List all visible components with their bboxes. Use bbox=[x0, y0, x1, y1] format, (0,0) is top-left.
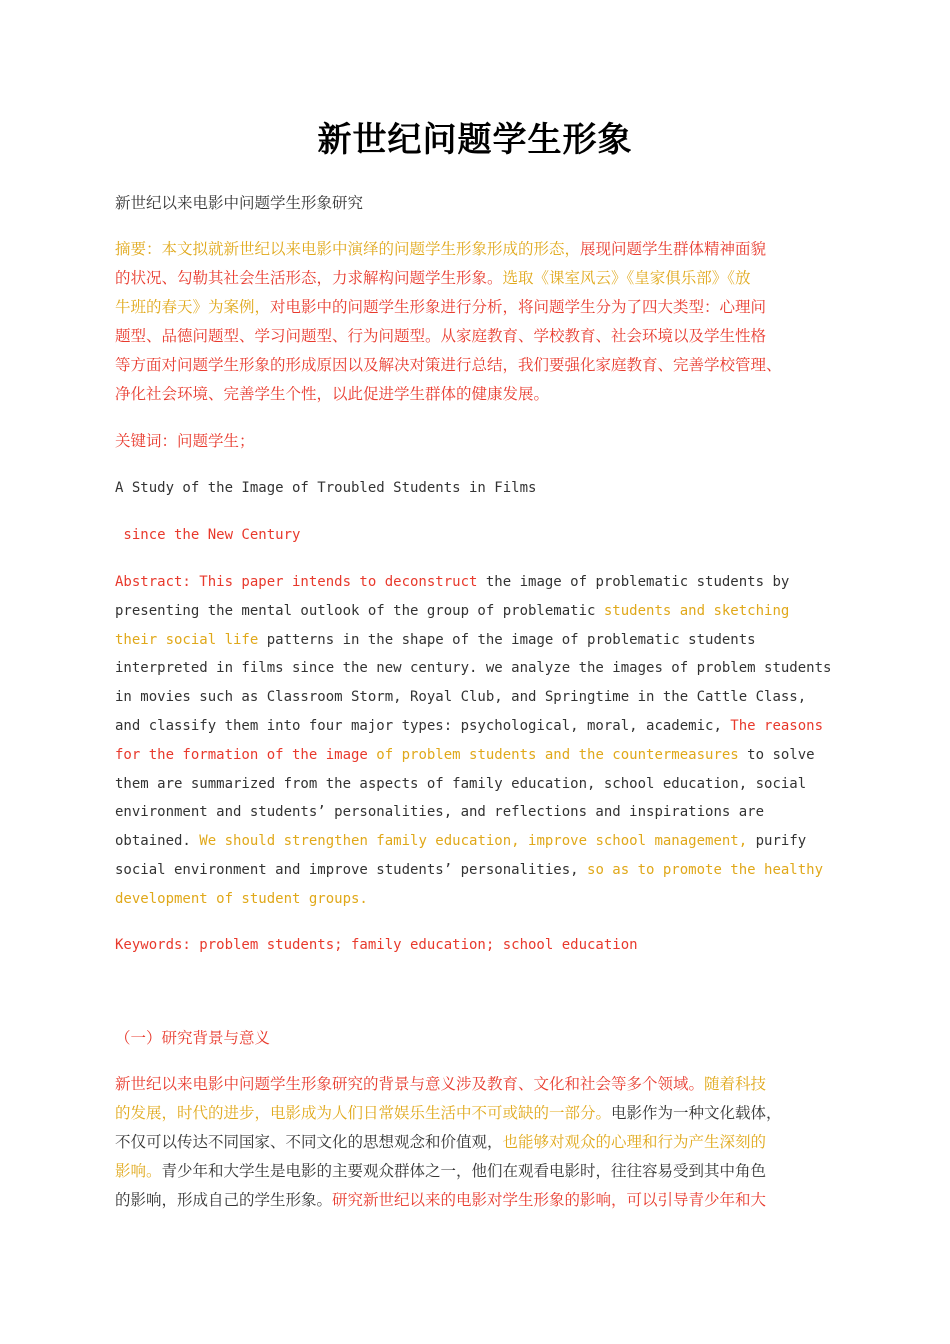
text-line bbox=[115, 235, 835, 264]
title-en-line1: A Study of the Image of Troubled Students in Films bbox=[115, 480, 537, 496]
text-run: obtained. bbox=[115, 833, 200, 850]
text-run: environment and students’ personalities, and reflections and inspirations are bbox=[115, 804, 765, 821]
text-line bbox=[115, 1128, 835, 1157]
text-run: 的影响，形成自己的学生形象。 bbox=[115, 1191, 333, 1209]
text-run: 对电影中的问题学生形象进行分析，将问题学生分为了四大类型：心理问 bbox=[270, 298, 767, 316]
keywords-en: Keywords: problem students; family education; school education bbox=[115, 937, 638, 953]
text-run: We should strengthen family education, improve school management, bbox=[199, 833, 748, 850]
text-run: 等方面对问题学生形象的形成原因以及解决对策进行总结，我们要强化家庭教育、完善学校管理、 bbox=[115, 356, 782, 374]
text-run: 随着科技 bbox=[704, 1075, 767, 1093]
text-line bbox=[115, 1157, 835, 1186]
text-line bbox=[115, 654, 835, 683]
text-run: development of student groups. bbox=[115, 890, 368, 907]
text-run: Abstract: This paper intends to deconstruct bbox=[115, 574, 478, 590]
text-run: them are summarized from the aspects of family education, school education, social bbox=[115, 775, 807, 792]
subtitle-cn: 新世纪以来电影中问题学生形象研究 bbox=[115, 194, 364, 212]
text-line bbox=[115, 856, 835, 885]
text-line bbox=[115, 568, 835, 597]
text-line bbox=[115, 741, 835, 770]
text-run: for the formation of the image bbox=[115, 746, 368, 763]
abstract-cn bbox=[115, 235, 835, 409]
text-run: The reasons bbox=[730, 717, 824, 734]
text-run: 也能够对观众的心理和行为产生深刻的 bbox=[502, 1133, 767, 1151]
text-line bbox=[115, 1099, 835, 1128]
text-run: presenting the mental outlook of the group of problematic bbox=[115, 602, 604, 619]
text-run: in movies such as Classroom Storm, Royal Club, and Springtime in the Cattle Class, bbox=[115, 689, 807, 706]
text-run: 摘要：本文拟就新世纪以来电影中演绎的问题学生形象形成的形态， bbox=[115, 240, 581, 258]
text-run: 电影作为一种文化载体， bbox=[611, 1104, 782, 1122]
text-line bbox=[115, 264, 835, 293]
text-line bbox=[115, 351, 835, 380]
text-line bbox=[115, 798, 835, 827]
text-line bbox=[115, 322, 835, 351]
text-run: 的状况、勾勒其社会生活形态，力求解构问题学生形象。 bbox=[115, 269, 503, 287]
text-run: of problem students and the countermeasures bbox=[367, 746, 739, 763]
text-run: 研究新世纪以来的电影对学生形象的影响，可以引导青少年和大 bbox=[332, 1191, 767, 1209]
text-run: 青少年和大学生是电影的主要观众群体之一，他们在观看电影时，往往容易受到其中角色 bbox=[161, 1162, 767, 1180]
text-line bbox=[115, 712, 835, 741]
text-run: so as to promote the healthy bbox=[587, 861, 824, 878]
text-run: and classify them into four major types: psychological, moral, academic, bbox=[115, 717, 731, 734]
text-run: to solve bbox=[738, 746, 815, 763]
text-line bbox=[115, 1186, 835, 1215]
text-line bbox=[115, 1070, 835, 1099]
text-line bbox=[115, 683, 835, 712]
body-cn bbox=[115, 1070, 835, 1215]
text-line bbox=[115, 597, 835, 626]
text-run: 选取《课室风云》《皇家俱乐部》《放 bbox=[502, 269, 751, 287]
text-run: 的发展，时代的进步，电影成为人们日常娱乐生活中不可或缺的一部分。 bbox=[115, 1104, 612, 1122]
text-line bbox=[115, 293, 835, 322]
text-run: 净化社会环境、完善学生个性，以此促进学生群体的健康发展。 bbox=[115, 385, 550, 403]
document-title: 新世纪问题学生形象 bbox=[317, 120, 633, 160]
text-run: students and sketching bbox=[603, 602, 790, 619]
section-heading: （一）研究背景与意义 bbox=[115, 1029, 271, 1047]
text-run: interpreted in films since the new century. we analyze the images of problem students bbox=[115, 660, 832, 677]
text-run: 影响。 bbox=[115, 1162, 162, 1180]
text-run: 题型、品德问题型、学习问题型、行为问题型。从家庭教育、学校教育、社会环境以及学生性格 bbox=[115, 327, 767, 345]
title-en-line2: since the New Century bbox=[115, 527, 301, 543]
text-run: 不仅可以传达不同国家、不同文化的思想观念和价值观， bbox=[115, 1133, 503, 1151]
text-run: the image of problematic students by bbox=[477, 574, 790, 590]
text-run: 牛班的春天》为案例， bbox=[115, 298, 271, 316]
text-run: patterns in the shape of the image of problematic students bbox=[258, 631, 756, 648]
text-run: their social life bbox=[115, 631, 259, 648]
text-line bbox=[115, 770, 835, 799]
text-run: social environment and improve students’ personalities, bbox=[115, 861, 588, 878]
text-line bbox=[115, 827, 835, 856]
abstract-en bbox=[115, 568, 835, 914]
text-run: 展现问题学生群体精神面貌 bbox=[580, 240, 767, 258]
text-line bbox=[115, 380, 835, 409]
text-run: purify bbox=[747, 833, 807, 850]
text-run: 新世纪以来电影中问题学生形象研究的背景与意义涉及教育、文化和社会等多个领域。 bbox=[115, 1075, 705, 1093]
text-line bbox=[115, 885, 835, 914]
text-line bbox=[115, 626, 835, 655]
keywords-cn: 关键词：问题学生； bbox=[115, 432, 255, 450]
